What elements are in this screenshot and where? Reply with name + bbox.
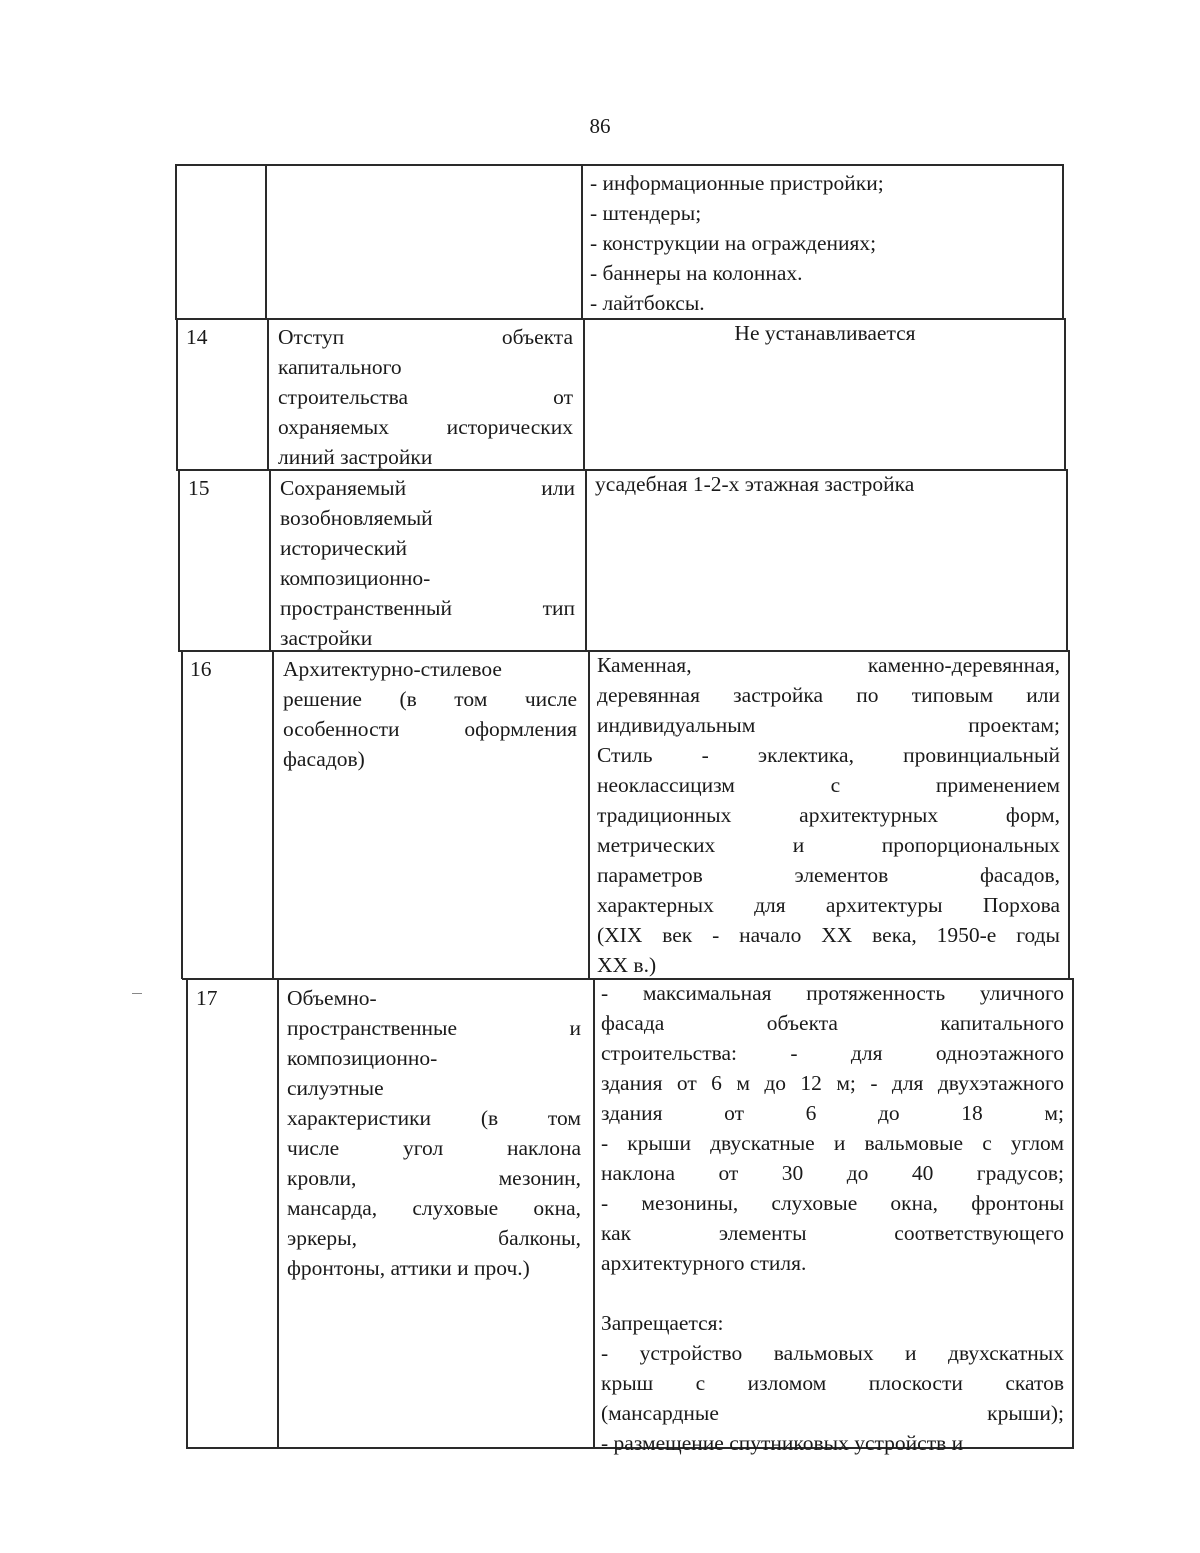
- table-col-border: [1064, 318, 1066, 470]
- cell-text-line: числе угол наклона: [287, 1136, 581, 1160]
- table-cell-number: 17: [196, 986, 218, 1010]
- cell-text-line: - конструкции на ограждениях;: [590, 231, 877, 255]
- cell-text-line: фасадов): [283, 747, 365, 771]
- table-col-border: [588, 650, 590, 979]
- table-col-border: [581, 164, 583, 319]
- cell-text-line: характерных для архитектуры Порхова: [597, 893, 1060, 917]
- table-cell-value: [594, 318, 1056, 348]
- cell-text-line: композиционно-: [280, 566, 431, 590]
- cell-text-line: мансарда, слуховые окна,: [287, 1196, 581, 1220]
- cell-text-line: линий застройки: [278, 445, 433, 469]
- cell-text-line: Сохраняемый или: [280, 476, 575, 500]
- cell-text-line: XX в.): [597, 953, 657, 977]
- cell-text-line: - баннеры на колоннах.: [590, 261, 803, 285]
- table-cell-value: [597, 650, 1060, 980]
- table-col-border: [265, 164, 267, 319]
- cell-text-line: как элементы соответствующего: [601, 1221, 1064, 1245]
- cell-text-line: деревянная застройка по типовым или: [597, 683, 1060, 707]
- cell-text-line: - крыши двускатные и вальмовые с углом: [601, 1131, 1064, 1155]
- cell-text-line: Не устанавливается: [734, 321, 916, 345]
- cell-text-line: неоклассицизм с применением: [597, 773, 1060, 797]
- cell-text-line: здания от 6 м до 12 м; - для двухэтажного: [601, 1071, 1064, 1095]
- cell-text-line: усадебная 1-2-х этажная застройка: [595, 472, 915, 496]
- table-col-border: [186, 978, 188, 1448]
- scan-mark: [132, 993, 142, 994]
- cell-text-line: эркеры, балконы,: [287, 1226, 581, 1250]
- table-border-top: [175, 164, 1064, 166]
- table-col-border: [175, 164, 177, 319]
- table-cell-value: [595, 469, 1057, 499]
- cell-text-line: - мезонины, слуховые окна, фронтоны: [601, 1191, 1064, 1215]
- cell-text-line: здания от 6 до 18 м;: [601, 1101, 1064, 1125]
- cell-text-line: (мансардные крыши);: [601, 1401, 1064, 1425]
- cell-text-line: возобновляемый: [280, 506, 433, 530]
- cell-text-line: фасада объекта капитального: [601, 1011, 1064, 1035]
- cell-text-line: - размещение спутниковых устройств и: [601, 1431, 964, 1455]
- cell-text-line: строительства: - для одноэтажного: [601, 1041, 1064, 1065]
- table-cell-number: 14: [186, 325, 208, 349]
- table-col-border: [1072, 978, 1074, 1448]
- cell-text-line: пространственный тип: [280, 596, 575, 620]
- table-col-border: [1066, 469, 1068, 651]
- cell-text-line: строительства от: [278, 385, 573, 409]
- cell-text-line: охраняемых исторических: [278, 415, 573, 439]
- table-col-border: [277, 978, 279, 1448]
- page-number: 86: [589, 114, 611, 138]
- table-col-border: [1062, 164, 1064, 319]
- cell-text-line: - лайтбоксы.: [590, 291, 705, 315]
- cell-text-line: решение (в том числе: [283, 687, 577, 711]
- cell-text-line: параметров элементов фасадов,: [597, 863, 1060, 887]
- table-col-border: [272, 650, 274, 979]
- table-cell-name: [278, 322, 573, 472]
- cell-text-line: архитектурного стиля.: [601, 1251, 807, 1275]
- table-cell-number: 16: [190, 657, 212, 681]
- cell-text-line: (XIX век - начало XX века, 1950-е годы: [597, 923, 1060, 947]
- cell-text-line: индивидуальным проектам;: [597, 713, 1060, 737]
- table-col-border: [1068, 650, 1070, 979]
- cell-text-line: Каменная, каменно-деревянная,: [597, 653, 1060, 677]
- table-cell-name: [283, 654, 577, 774]
- cell-text-line: кровли, мезонин,: [287, 1166, 581, 1190]
- cell-text-line: исторический: [280, 536, 408, 560]
- cell-text-line: особенности оформления: [283, 717, 577, 741]
- cell-text-line: Запрещается:: [601, 1311, 724, 1335]
- cell-text-line: композиционно-: [287, 1046, 438, 1070]
- cell-text-line: - штендеры;: [590, 201, 702, 225]
- cell-text-line: крыш с изломом плоскости скатов: [601, 1371, 1064, 1395]
- cell-text-line: [601, 1278, 1064, 1308]
- cell-text-line: характеристики (в том: [287, 1106, 581, 1130]
- table-col-border: [181, 650, 183, 979]
- table-cell-value: [590, 168, 1055, 318]
- cell-text-line: - информационные пристройки;: [590, 171, 884, 195]
- table-col-border: [585, 469, 587, 651]
- cell-text-line: - устройство вальмовых и двухскатных: [601, 1341, 1064, 1365]
- cell-text-line: метрических и пропорциональных: [597, 833, 1060, 857]
- cell-text-line: наклона от 30 до 40 градусов;: [601, 1161, 1064, 1185]
- table-cell-name: [280, 473, 575, 653]
- table-col-border: [178, 469, 180, 651]
- table-col-border: [176, 318, 178, 470]
- cell-text-line: Отступ объекта: [278, 325, 573, 349]
- table-cell-number: 15: [188, 476, 210, 500]
- table-col-border: [593, 978, 595, 1448]
- cell-text-line: Объемно-: [287, 986, 377, 1010]
- cell-text-line: капитального: [278, 355, 402, 379]
- cell-text-line: пространственные и: [287, 1016, 581, 1040]
- cell-text-line: - максимальная протяженность уличного: [601, 981, 1064, 1005]
- table-col-border: [583, 318, 585, 470]
- cell-text-line: традиционных архитектурных форм,: [597, 803, 1060, 827]
- table-col-border: [269, 469, 271, 651]
- cell-text-line: Стиль - эклектика, провинциальный: [597, 743, 1060, 767]
- cell-text-line: застройки: [280, 626, 373, 650]
- cell-text-line: фронтоны, аттики и проч.): [287, 1256, 530, 1280]
- table-cell-value: [601, 978, 1064, 1458]
- table-cell-name: [287, 983, 581, 1283]
- cell-text-line: Архитектурно-стилевое: [283, 657, 502, 681]
- table-col-border: [267, 318, 269, 470]
- cell-text-line: силуэтные: [287, 1076, 384, 1100]
